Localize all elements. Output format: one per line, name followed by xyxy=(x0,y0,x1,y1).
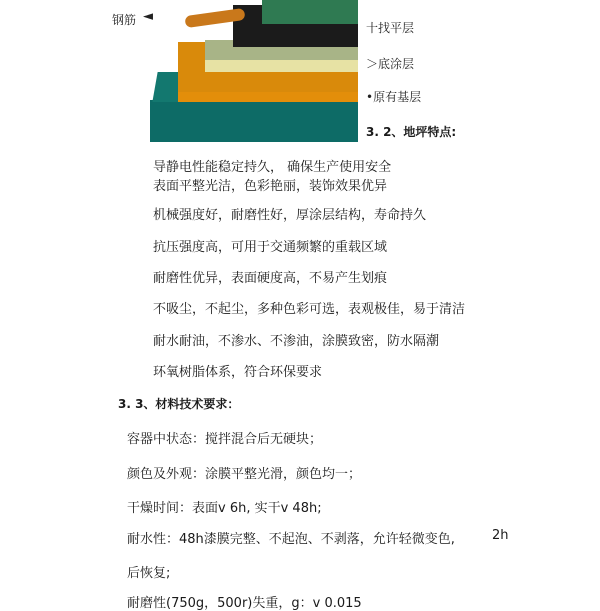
original-base-label: •原有基层 xyxy=(366,90,422,104)
section-32-heading: 3. 2、地坪特点: xyxy=(366,125,457,139)
section-33-heading: 3. 3、材料技术要求： xyxy=(118,397,240,411)
top-coat-layer xyxy=(262,0,358,24)
feature-item-7: 耐水耐油，不渗水、不渗油，涂膜致密，防水隔潮 xyxy=(153,334,440,349)
requirement-item-4: 耐水性：48h漆膜完整、不起泡、不剥落，允许轻微变色, xyxy=(127,532,455,547)
feature-item-8: 环氧树脂体系，符合环保要求 xyxy=(153,365,323,380)
requirement-item-1: 容器中状态：搅拌混合后无硬块； xyxy=(127,432,323,447)
feature-item-5: 耐磨性优异，表面硬度高，不易产生划痕 xyxy=(153,271,388,286)
arrow-icon: ◄ xyxy=(143,9,153,24)
primer-label: ＞底涂层 xyxy=(366,57,415,71)
feature-item-6: 不吸尘，不起尘，多种色彩可选，表观极佳，易于清洁 xyxy=(153,302,466,317)
feature-item-3: 机械强度好，耐磨性好，厚涂层结构，寿命持久 xyxy=(153,208,427,223)
requirement-item-4-suffix: 2h xyxy=(492,528,509,543)
requirement-item-6: 耐磨性(750g，500r)失重，g：v 0.015 xyxy=(127,596,362,611)
original-base-strip xyxy=(178,92,358,102)
requirement-item-3: 干燥时间：表面v 6h, 实干v 48h; xyxy=(127,501,322,516)
requirement-item-2: 颜色及外观：涂膜平整光滑，颜色均一； xyxy=(127,467,362,482)
base-slab xyxy=(150,100,358,142)
primer-strip xyxy=(205,60,358,72)
leveling-label: 十找平层 xyxy=(366,21,415,35)
feature-item-1: 导静电性能稳定持久， 确保生产使用安全 xyxy=(153,160,392,175)
requirement-item-5: 后恢复; xyxy=(127,566,171,581)
rebar-label: 钢筋 xyxy=(112,13,137,27)
feature-item-2: 表面平整光洁，色彩艳丽，装饰效果优异 xyxy=(153,179,388,194)
feature-item-4: 抗压强度高，可用于交通频繁的重载区域 xyxy=(153,240,388,255)
